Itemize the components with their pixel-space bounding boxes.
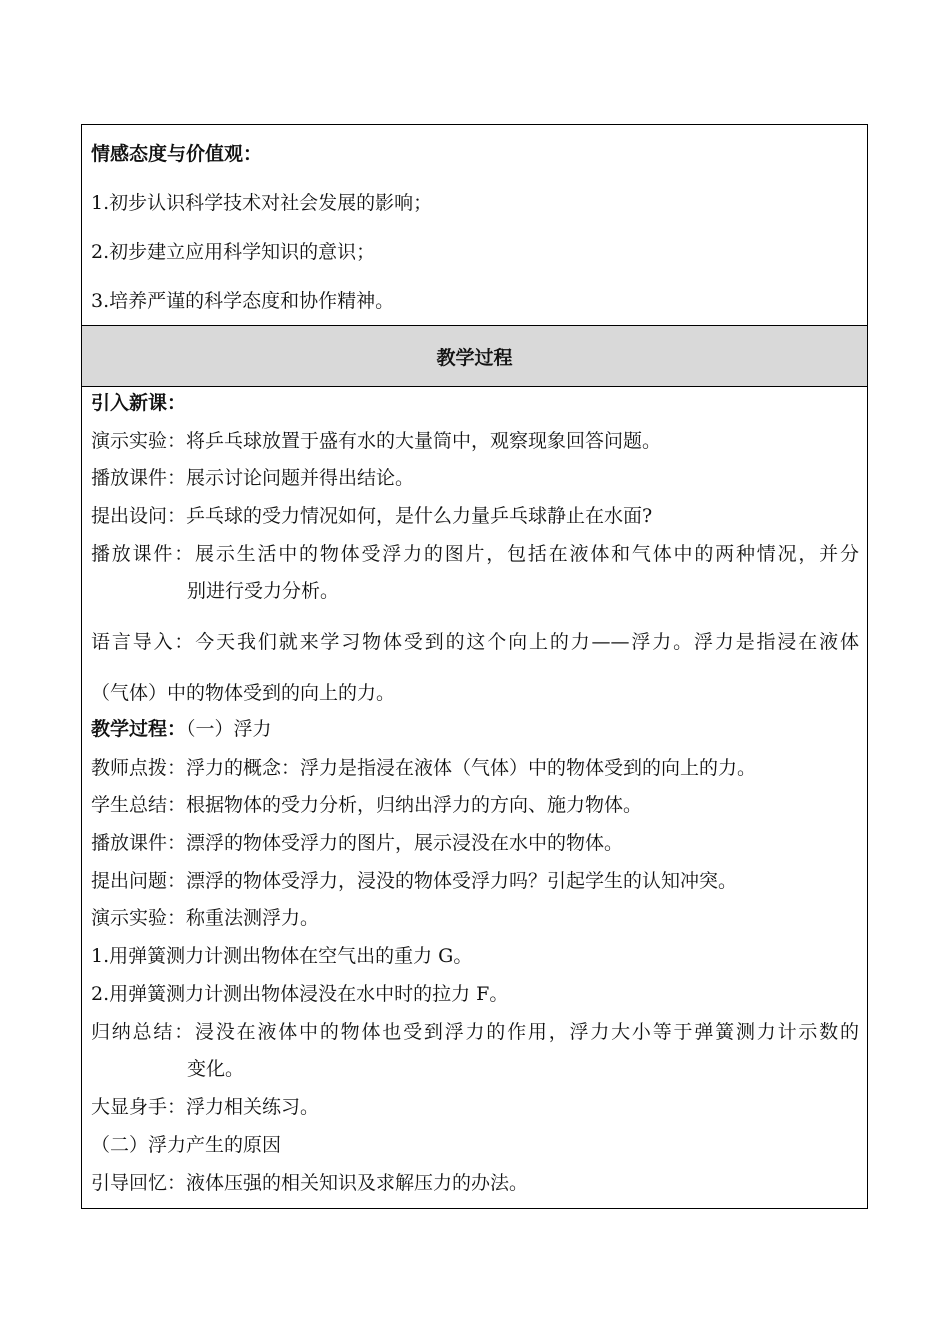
text-line: 大显身手：浮力相关练习。: [91, 1096, 320, 1118]
text-line-continued: 变化。: [187, 1058, 245, 1080]
teaching-process-header: [82, 326, 867, 387]
attitude-heading: 情感态度与价值观：: [91, 143, 263, 165]
process-heading: 教学过程：: [91, 718, 187, 740]
text-line: 演示实验：将乒乓球放置于盛有水的大量筒中，观察现象回答问题。: [91, 430, 662, 452]
text-line: 语言导入：今天我们就来学习物体受到的这个向上的力——浮力。浮力是指浸在液体: [91, 631, 859, 653]
teaching-process-title: 教学过程: [436, 346, 513, 369]
process-subheading: （一）浮力: [186, 718, 272, 740]
teaching-process-cell: [82, 387, 867, 1208]
process-line: [91, 717, 859, 741]
text-line: （二）浮力产生的原因: [91, 1134, 282, 1156]
text-line-continued: （气体）中的物体受到的向上的力。: [91, 682, 396, 704]
text-line: 1.用弹簧测力计测出物体在空气出的重力 G。: [91, 945, 473, 967]
text-line: 播放课件：展示讨论问题并得出结论。: [91, 467, 415, 489]
text-line: 归纳总结：浸没在液体中的物体也受到浮力的作用，浮力大小等于弹簧测力计示数的: [91, 1021, 859, 1043]
text-line: 演示实验：称重法测浮力。: [91, 907, 320, 929]
text-line: 2.用弹簧测力计测出物体浸没在水中时的拉力 F。: [91, 983, 509, 1005]
intro-heading: 引入新课：: [91, 392, 187, 414]
attitude-item-1: 1.初步认识科学技术对社会发展的影响；: [91, 192, 433, 214]
attitude-values-cell: [82, 125, 867, 326]
text-line-continued: 别进行受力分析。: [187, 580, 340, 602]
attitude-item-2: 2.初步建立应用科学知识的意识；: [91, 241, 376, 263]
lesson-plan-table: [81, 124, 868, 1209]
text-line: 学生总结：根据物体的受力分析，归纳出浮力的方向、施力物体。: [91, 794, 643, 816]
text-line: 提出问题：漂浮的物体受浮力，浸没的物体受浮力吗？引起学生的认知冲突。: [91, 870, 738, 892]
attitude-item-3: 3.培养严谨的科学态度和协作精神。: [91, 290, 395, 312]
text-line: 引导回忆：液体压强的相关知识及求解压力的办法。: [91, 1172, 529, 1194]
text-line: 教师点拨：浮力的概念：浮力是指浸在液体（气体）中的物体受到的向上的力。: [91, 757, 757, 779]
text-line: 播放课件：展示生活中的物体受浮力的图片，包括在液体和气体中的两种情况，并分: [91, 543, 859, 565]
text-line: 播放课件：漂浮的物体受浮力的图片，展示浸没在水中的物体。: [91, 832, 624, 854]
text-line: 提出设问：乒乓球的受力情况如何，是什么力量乒乓球静止在水面?: [91, 505, 653, 527]
